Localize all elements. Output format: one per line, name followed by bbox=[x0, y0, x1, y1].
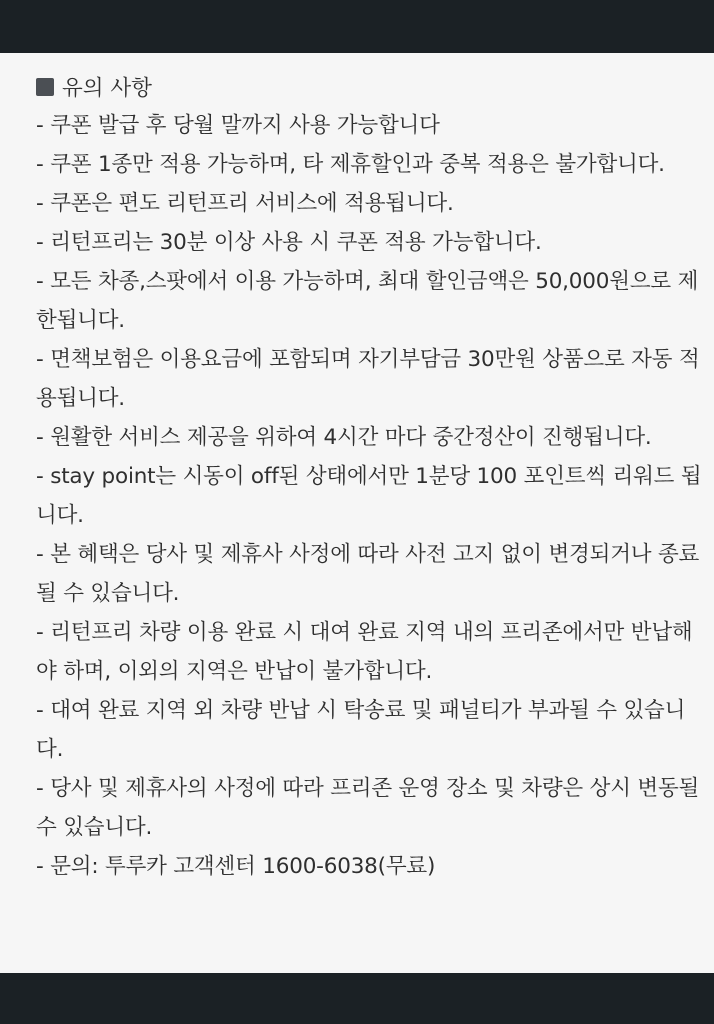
notice-item: - 면책보험은 이용요금에 포함되며 자기부담금 30만원 상품으로 자동 적용됩니다. bbox=[36, 347, 700, 411]
square-bullet-icon bbox=[36, 78, 54, 96]
notice-item: - 당사 및 제휴사의 사정에 따라 프리존 운영 장소 및 차량은 상시 변동될 수 있습니다. bbox=[36, 776, 700, 840]
notice-item: - 쿠폰은 편도 리턴프리 서비스에 적용됩니다. bbox=[36, 191, 454, 216]
notice-title: 유의 사항 bbox=[62, 76, 152, 101]
bottom-frame-bar bbox=[0, 973, 714, 1024]
notice-item: - 쿠폰 1종만 적용 가능하며, 타 제휴할인과 중복 적용은 불가합니다. bbox=[36, 152, 665, 177]
notice-item: - 대여 완료 지역 외 차량 반납 시 탁송료 및 패널티가 부과될 수 있습니다. bbox=[36, 698, 686, 762]
notice-item: - 리턴프리는 30분 이상 사용 시 쿠폰 적용 가능합니다. bbox=[36, 230, 542, 255]
notice-list bbox=[36, 106, 704, 886]
notice-panel bbox=[0, 53, 714, 973]
notice-heading bbox=[36, 67, 704, 106]
top-frame-bar bbox=[0, 0, 714, 53]
notice-item: - 쿠폰 발급 후 당월 말까지 사용 가능합니다 bbox=[36, 113, 440, 138]
notice-item: - 원활한 서비스 제공을 위하여 4시간 마다 중간정산이 진행됩니다. bbox=[36, 425, 652, 450]
notice-item: - 리턴프리 차량 이용 완료 시 대여 완료 지역 내의 프리존에서만 반납해야 하며, 이외의 지역은 반납이 불가합니다. bbox=[36, 620, 693, 684]
notice-item-contact: - 문의: 투루카 고객센터 1600-6038(무료) bbox=[36, 854, 436, 879]
notice-item: - 본 혜택은 당사 및 제휴사 사정에 따라 사전 고지 없이 변경되거나 종료될 수 있습니다. bbox=[36, 542, 700, 606]
notice-item: - 모든 차종,스팟에서 이용 가능하며, 최대 할인금액은 50,000원으로 제한됩니다. bbox=[36, 269, 699, 333]
notice-item: - stay point는 시동이 off된 상태에서만 1분당 100 포인트씩 리워드 됩니다. bbox=[36, 464, 702, 528]
